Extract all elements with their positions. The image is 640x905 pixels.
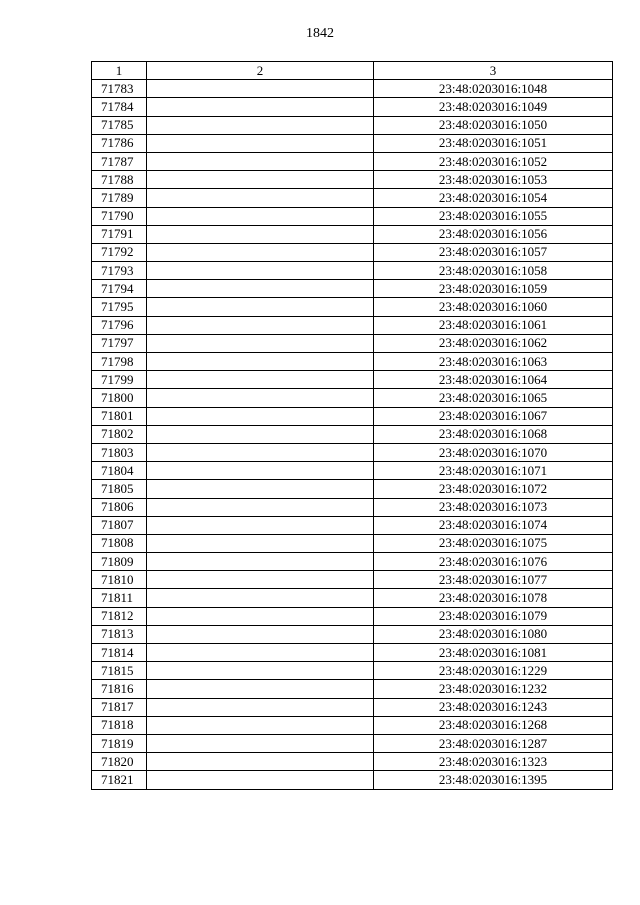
table-row [92,262,613,280]
column-2-cell [147,298,374,316]
cadastral-number-cell: 23:48:0203016:1049 [374,98,613,116]
column-2-cell [147,353,374,371]
cadastral-number-cell: 23:48:0203016:1064 [374,371,613,389]
column-2-cell [147,407,374,425]
column-2-cell [147,662,374,680]
table-row [92,134,613,152]
row-number-cell: 71796 [92,316,147,334]
cadastral-number-cell: 23:48:0203016:1052 [374,152,613,170]
row-number-cell: 71801 [92,407,147,425]
row-number-cell: 71790 [92,207,147,225]
cadastral-number-cell: 23:48:0203016:1061 [374,316,613,334]
cadastral-number-cell: 23:48:0203016:1060 [374,298,613,316]
cadastral-number-cell: 23:48:0203016:1062 [374,334,613,352]
table-row [92,98,613,116]
table-row [92,498,613,516]
cadastral-number-cell: 23:48:0203016:1056 [374,225,613,243]
column-2-cell [147,534,374,552]
row-number-cell: 71813 [92,625,147,643]
table-row [92,334,613,352]
cadastral-number-cell: 23:48:0203016:1080 [374,625,613,643]
column-2-cell [147,589,374,607]
table-row [92,80,613,98]
row-number-cell: 71808 [92,534,147,552]
cadastral-number-cell: 23:48:0203016:1068 [374,425,613,443]
column-2-cell [147,498,374,516]
table-row [92,771,613,789]
column-2-cell [147,425,374,443]
column-header-2: 2 [147,62,374,80]
cadastral-number-cell: 23:48:0203016:1287 [374,734,613,752]
column-2-cell [147,607,374,625]
cadastral-number-cell: 23:48:0203016:1079 [374,607,613,625]
row-number-cell: 71805 [92,480,147,498]
column-2-cell [147,734,374,752]
row-number-cell: 71784 [92,98,147,116]
cadastral-number-cell: 23:48:0203016:1395 [374,771,613,789]
cadastral-number-cell: 23:48:0203016:1243 [374,698,613,716]
row-number-cell: 71800 [92,389,147,407]
row-number-cell: 71788 [92,171,147,189]
table-row [92,353,613,371]
cadastral-number-cell: 23:48:0203016:1054 [374,189,613,207]
table-row [92,698,613,716]
row-number-cell: 71806 [92,498,147,516]
row-number-cell: 71791 [92,225,147,243]
table-row [92,152,613,170]
cadastral-number-cell: 23:48:0203016:1072 [374,480,613,498]
cadastral-number-cell: 23:48:0203016:1067 [374,407,613,425]
row-number-cell: 71818 [92,716,147,734]
table-row [92,171,613,189]
table-row [92,225,613,243]
row-number-cell: 71817 [92,698,147,716]
column-2-cell [147,771,374,789]
row-number-cell: 71803 [92,443,147,461]
row-number-cell: 71812 [92,607,147,625]
column-2-cell [147,316,374,334]
table-row [92,189,613,207]
table-row [92,625,613,643]
column-2-cell [147,644,374,662]
row-number-cell: 71807 [92,516,147,534]
row-number-cell: 71785 [92,116,147,134]
table-row [92,516,613,534]
row-number-cell: 71816 [92,680,147,698]
cadastral-number-cell: 23:48:0203016:1070 [374,443,613,461]
table-body [92,80,613,789]
table-row [92,298,613,316]
cadastral-number-cell: 23:48:0203016:1074 [374,516,613,534]
table-row [92,680,613,698]
table-row [92,644,613,662]
cadastral-number-cell: 23:48:0203016:1050 [374,116,613,134]
row-number-cell: 71810 [92,571,147,589]
row-number-cell: 71797 [92,334,147,352]
table-row [92,734,613,752]
column-2-cell [147,225,374,243]
cadastral-number-cell: 23:48:0203016:1057 [374,243,613,261]
cadastral-number-cell: 23:48:0203016:1055 [374,207,613,225]
column-2-cell [147,280,374,298]
row-number-cell: 71802 [92,425,147,443]
row-number-cell: 71794 [92,280,147,298]
cadastral-number-cell: 23:48:0203016:1077 [374,571,613,589]
table-row [92,207,613,225]
column-2-cell [147,680,374,698]
row-number-cell: 71787 [92,152,147,170]
column-2-cell [147,716,374,734]
column-2-cell [147,571,374,589]
column-2-cell [147,134,374,152]
row-number-cell: 71783 [92,80,147,98]
table-row [92,571,613,589]
column-2-cell [147,243,374,261]
cadastral-number-cell: 23:48:0203016:1229 [374,662,613,680]
column-2-cell [147,443,374,461]
column-2-cell [147,753,374,771]
cadastral-number-cell: 23:48:0203016:1065 [374,389,613,407]
row-number-cell: 71793 [92,262,147,280]
cadastral-number-cell: 23:48:0203016:1063 [374,353,613,371]
column-2-cell [147,334,374,352]
column-2-cell [147,625,374,643]
registry-table [91,61,613,790]
table-row [92,662,613,680]
cadastral-number-cell: 23:48:0203016:1232 [374,680,613,698]
column-2-cell [147,480,374,498]
row-number-cell: 71795 [92,298,147,316]
row-number-cell: 71792 [92,243,147,261]
column-2-cell [147,171,374,189]
table-row [92,534,613,552]
column-2-cell [147,698,374,716]
row-number-cell: 71798 [92,353,147,371]
row-number-cell: 71814 [92,644,147,662]
cadastral-number-cell: 23:48:0203016:1058 [374,262,613,280]
cadastral-number-cell: 23:48:0203016:1076 [374,553,613,571]
table-row [92,407,613,425]
table-row [92,589,613,607]
table-header [92,62,613,80]
column-2-cell [147,553,374,571]
table-row [92,371,613,389]
table-row [92,443,613,461]
table-row [92,243,613,261]
table-row [92,553,613,571]
column-2-cell [147,116,374,134]
table-row [92,425,613,443]
row-number-cell: 71821 [92,771,147,789]
cadastral-number-cell: 23:48:0203016:1075 [374,534,613,552]
column-2-cell [147,371,374,389]
cadastral-number-cell: 23:48:0203016:1051 [374,134,613,152]
row-number-cell: 71799 [92,371,147,389]
cadastral-number-cell: 23:48:0203016:1048 [374,80,613,98]
cadastral-number-cell: 23:48:0203016:1071 [374,462,613,480]
cadastral-number-cell: 23:48:0203016:1323 [374,753,613,771]
row-number-cell: 71809 [92,553,147,571]
row-number-cell: 71815 [92,662,147,680]
column-2-cell [147,189,374,207]
column-2-cell [147,516,374,534]
column-header-1: 1 [92,62,147,80]
table-row [92,480,613,498]
header-row [92,62,613,80]
table-row [92,716,613,734]
row-number-cell: 71786 [92,134,147,152]
row-number-cell: 71819 [92,734,147,752]
cadastral-number-cell: 23:48:0203016:1268 [374,716,613,734]
table-row [92,316,613,334]
page-number: 1842 [306,26,334,41]
table-row [92,462,613,480]
cadastral-number-cell: 23:48:0203016:1078 [374,589,613,607]
column-2-cell [147,152,374,170]
row-number-cell: 71811 [92,589,147,607]
cadastral-number-cell: 23:48:0203016:1073 [374,498,613,516]
table-row [92,116,613,134]
row-number-cell: 71804 [92,462,147,480]
row-number-cell: 71789 [92,189,147,207]
column-2-cell [147,80,374,98]
table-row [92,753,613,771]
column-2-cell [147,262,374,280]
column-2-cell [147,389,374,407]
column-2-cell [147,207,374,225]
table-row [92,389,613,407]
cadastral-number-cell: 23:48:0203016:1081 [374,644,613,662]
row-number-cell: 71820 [92,753,147,771]
table-row [92,607,613,625]
column-2-cell [147,98,374,116]
cadastral-number-cell: 23:48:0203016:1053 [374,171,613,189]
table-row [92,280,613,298]
column-header-3: 3 [374,62,613,80]
column-2-cell [147,462,374,480]
cadastral-number-cell: 23:48:0203016:1059 [374,280,613,298]
